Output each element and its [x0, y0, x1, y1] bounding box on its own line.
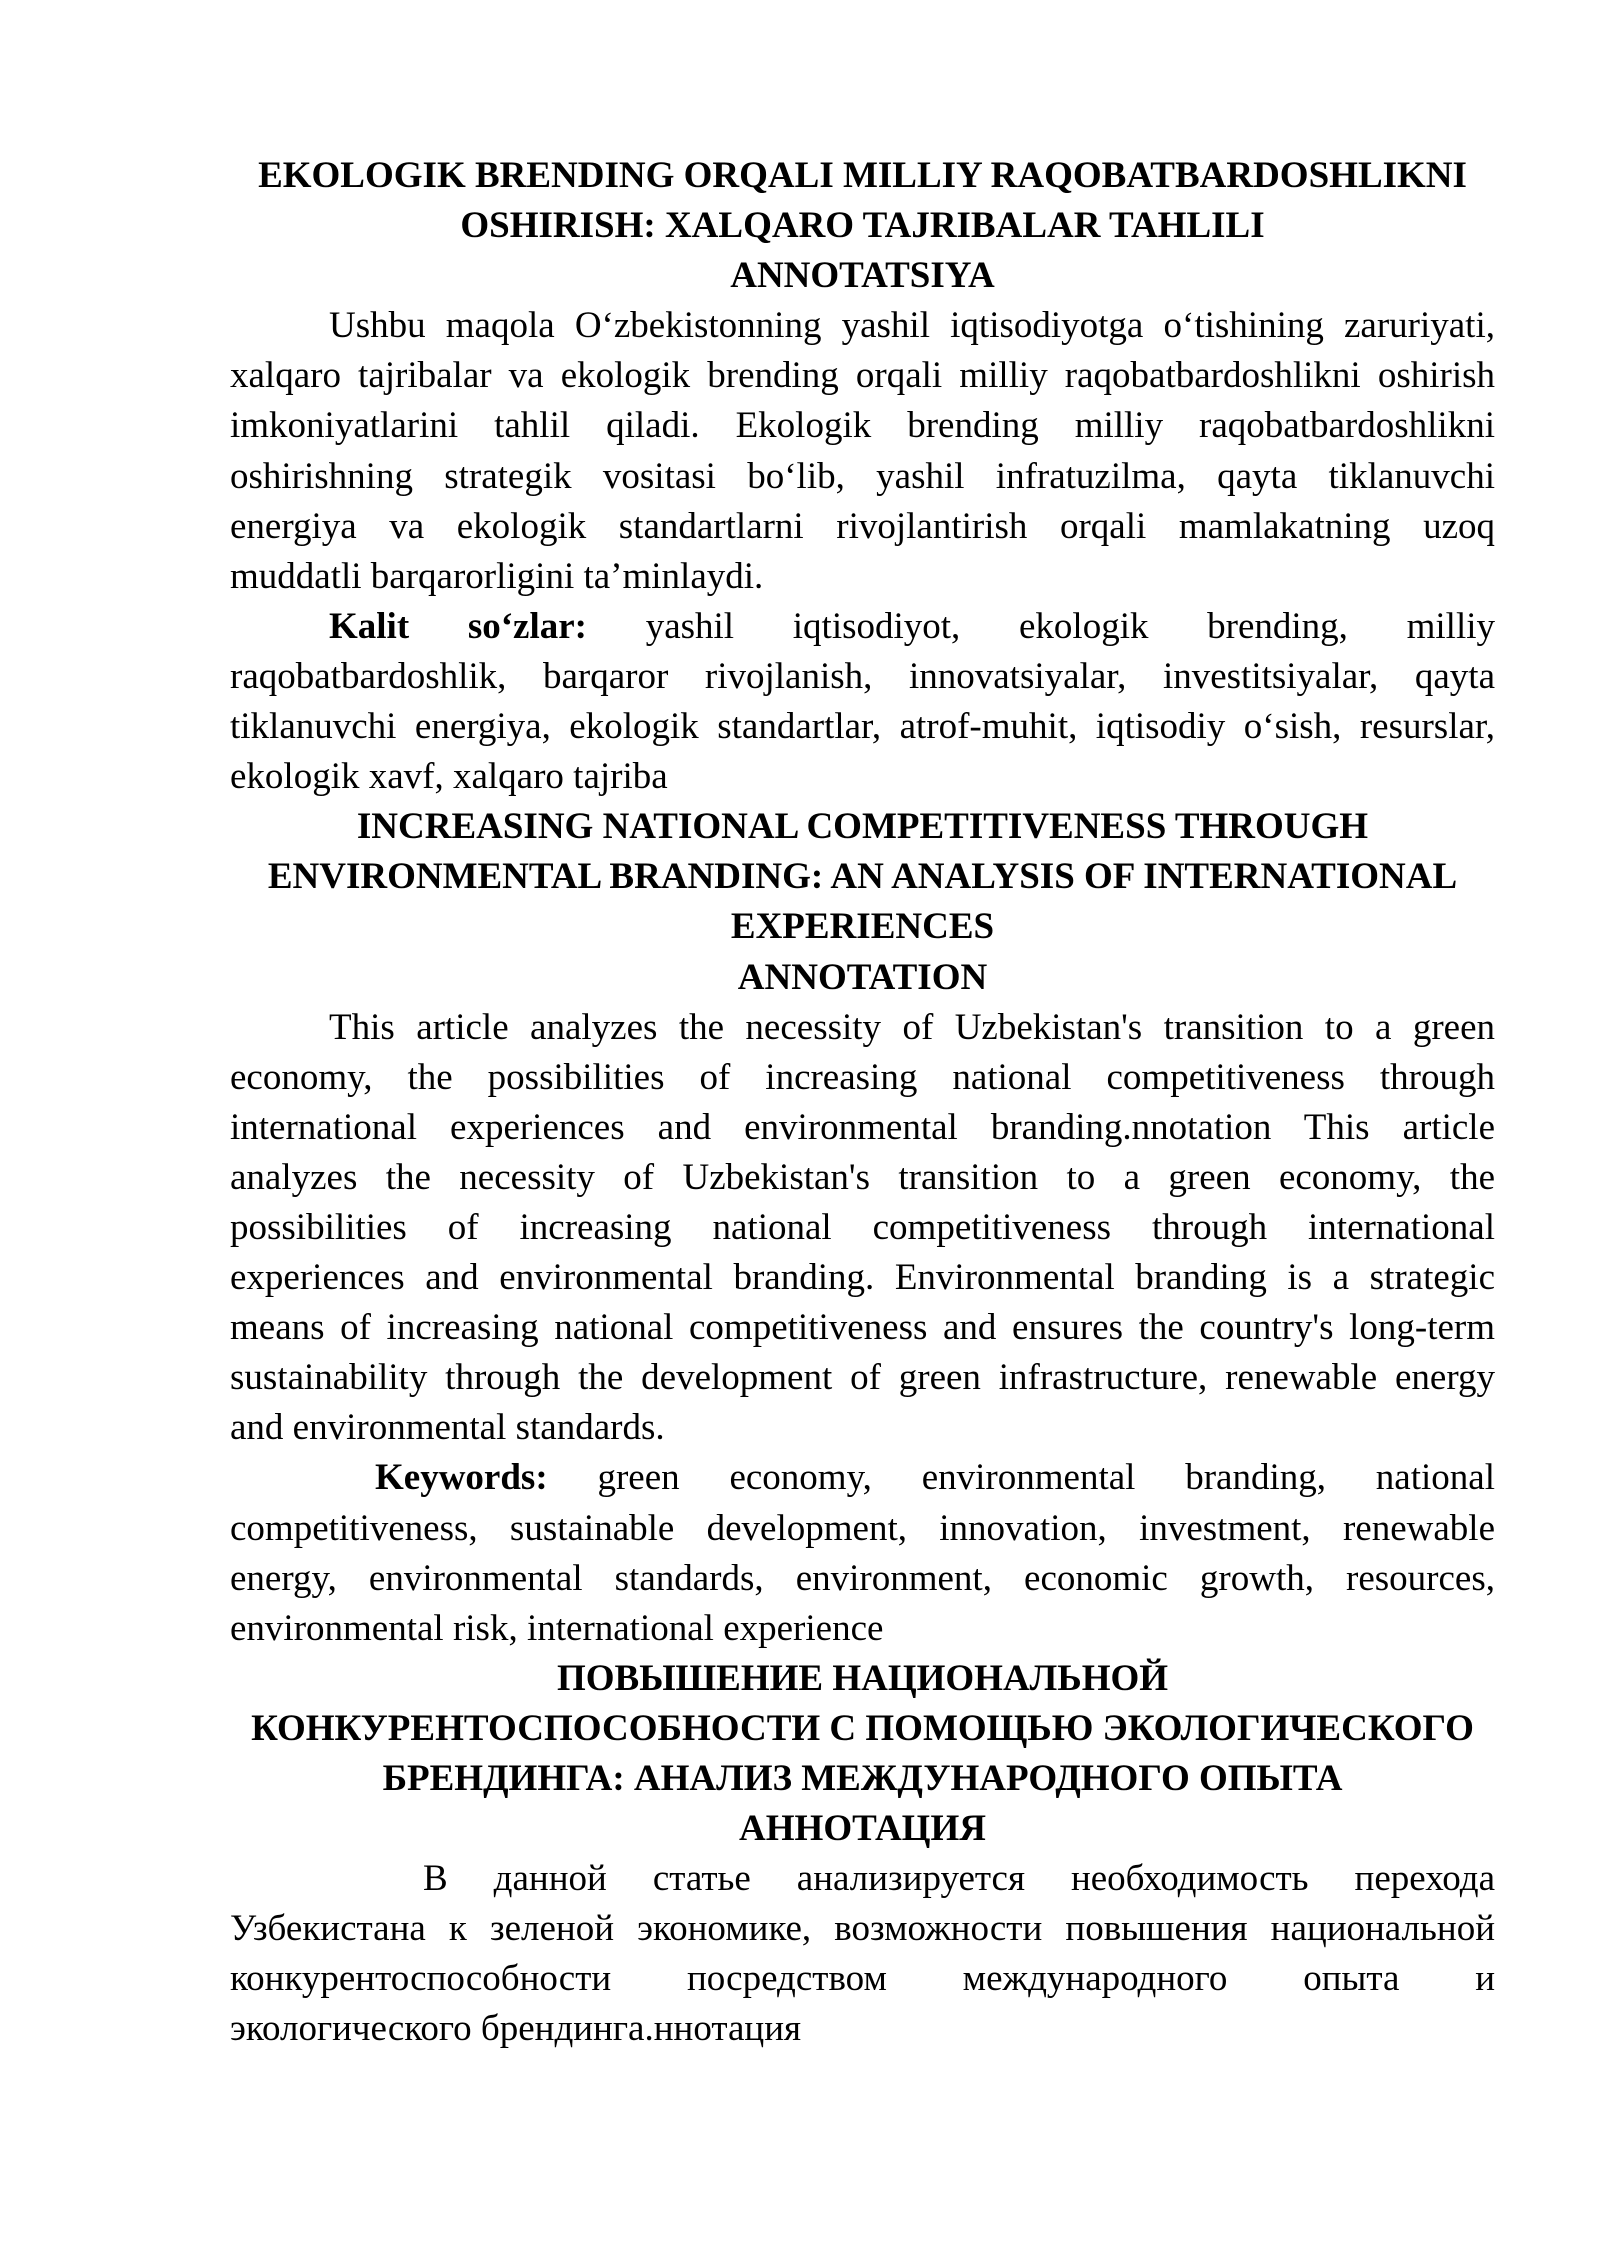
uz-keywords-text: yashil iqtisodiyot, ekologik brending, milliy	[645, 605, 1496, 647]
uz-title-line: OSHIRISH: XALQARO TAJRIBALAR TAHLILI	[460, 205, 1265, 247]
en-annotation-line: sustainability through the development of green infrastructure, renewable energy	[230, 1357, 1495, 1399]
uz-keywords-label: Kalit so‘zlar:	[329, 605, 588, 647]
uz-keywords-line: tiklanuvchi energiya, ekologik standartlar, atrof-muhit, iqtisodiy o‘sish, resurslar,	[230, 706, 1495, 748]
en-annotation-line: analyzes the necessity of Uzbekistan's transition to a green economy, the	[230, 1156, 1495, 1198]
uz-annotation-line: Ushbu maqola O‘zbekistonning yashil iqtisodiyotga o‘tishining zaruriyati,	[329, 305, 1495, 347]
en-annotation-heading: ANNOTATION	[737, 956, 988, 998]
en-annotation-line: experiences and environmental branding. Environmental branding is a strategic	[230, 1257, 1495, 1299]
en-keywords-line: energy, environmental standards, environment, economic growth, resources,	[230, 1557, 1495, 1599]
uz-annotation-line: oshirishning strategik vositasi bo‘lib, yashil infratuzilma, qayta tiklanuvchi	[230, 455, 1495, 497]
ru-annotation-heading: АННОТАЦИЯ	[739, 1808, 986, 1850]
en-keywords-line: environmental risk, international experience	[230, 1607, 884, 1649]
ru-title-line: БРЕНДИНГА: АНАЛИЗ МЕЖДУНАРОДНОГО ОПЫТА	[382, 1758, 1343, 1799]
en-keywords-paragraph	[230, 1453, 1495, 1653]
uz-annotation-line: energiya va ekologik standartlarni rivojlantirish orqali mamlakatning uzoq	[230, 505, 1495, 547]
uz-keywords-paragraph	[230, 602, 1495, 802]
uz-annotation-line: muddatli barqarorligini ta’minlaydi.	[230, 555, 764, 597]
uz-annotation-paragraph	[230, 301, 1495, 602]
uz-annotation-heading: ANNOTATSIYA	[730, 255, 995, 297]
en-keywords-text: green economy, environmental branding, national	[597, 1457, 1495, 1499]
en-keywords-label: Keywords:	[375, 1457, 548, 1499]
ru-annotation-line: Узбекистана к зеленой экономике, возможности повышения национальной	[230, 1908, 1495, 1950]
uz-keywords-first-line	[230, 602, 1495, 652]
ru-annotation-line: В данной статье анализируется необходимость перехода	[423, 1858, 1495, 1900]
ru-annotation-line: конкурентоспособности посредством международного опыта и	[230, 1958, 1495, 2000]
en-annotation-line: economy, the possibilities of increasing national competitiveness through	[230, 1056, 1495, 1098]
en-annotation-line: and environmental standards.	[230, 1407, 665, 1449]
uz-keywords-line: raqobatbardoshlik, barqaror rivojlanish, innovatsiyalar, investitsiyalar, qayta	[230, 655, 1495, 697]
ru-title-line: КОНКУРЕНТОСПОСОБНОСТИ С ПОМОЩЬЮ ЭКОЛОГИЧЕСКОГО	[251, 1707, 1474, 1749]
en-annotation-line: This article analyzes the necessity of Uzbekistan's transition to a green	[329, 1006, 1495, 1048]
en-annotation-line: means of increasing national competitiveness and ensures the country's long-term	[230, 1307, 1495, 1349]
en-section	[230, 802, 1495, 1654]
article-page	[230, 151, 1495, 2055]
ru-title-line: ПОВЫШЕНИЕ НАЦИОНАЛЬНОЙ	[556, 1657, 1169, 1699]
en-title-line: EXPERIENCES	[730, 906, 995, 948]
ru-section	[230, 1654, 1495, 2055]
en-title-line: INCREASING NATIONAL COMPETITIVENESS THROUGH	[356, 806, 1369, 848]
uz-section	[230, 151, 1495, 802]
en-keywords-line: competitiveness, sustainable development, innovation, investment, renewable	[230, 1507, 1495, 1549]
uz-title-line: EKOLOGIK BRENDING ORQALI MILLIY RAQOBATBARDOSHLIKNI	[258, 155, 1467, 196]
en-title-line: ENVIRONMENTAL BRANDING: AN ANALYSIS OF INTERNATIONAL	[267, 856, 1458, 898]
en-keywords-first-line	[230, 1453, 1495, 1503]
uz-annotation-line: imkoniyatlarini tahlil qiladi. Ekologik brending milliy raqobatbardoshlikni	[230, 405, 1495, 447]
uz-keywords-line: ekologik xavf, xalqaro tajriba	[230, 756, 668, 798]
ru-annotation-line: экологического брендинга.ннотация	[230, 2008, 802, 2050]
en-annotation-line: international experiences and environmental branding.nnotation This article	[230, 1106, 1495, 1148]
ru-annotation-paragraph	[230, 1854, 1495, 2054]
en-annotation-paragraph	[230, 1003, 1495, 1454]
en-annotation-line: possibilities of increasing national competitiveness through international	[230, 1206, 1495, 1248]
uz-annotation-line: xalqaro tajribalar va ekologik brending orqali milliy raqobatbardoshlikni oshirish	[230, 355, 1495, 397]
